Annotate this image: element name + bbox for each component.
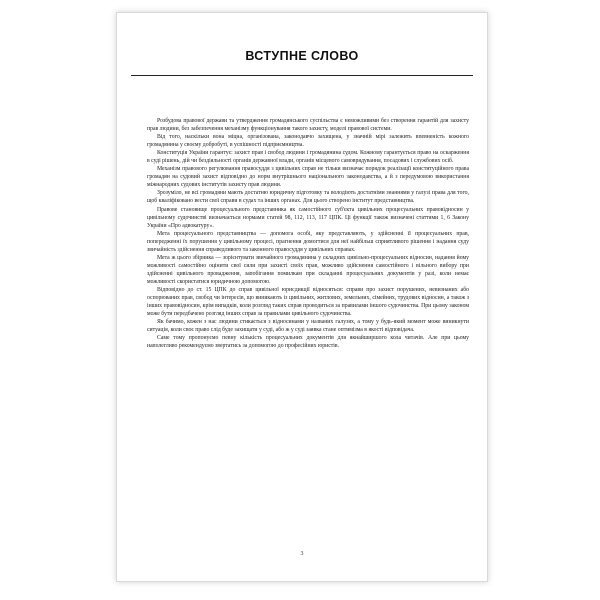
page-number: 3 — [300, 551, 304, 557]
paragraph: Відповідно до ст. 15 ЦПК до справ цивільної юрисдикції відносяться: справи про захист порушених, невизнаних або оспорюваних прав, свобод чи інтересів, що виникають із цивільних, житлових, земельних, сімейних, трудових відносин, а також з інших правовідносин, крім випадків, коли розгляд таких справ проводиться за правилами іншого судочинства. При цьому законом може бути передбачено розгляд інших справ за правилами цивільного судочинства. — [147, 286, 469, 318]
paragraph: Мета ж цього збірника — зорієнтувати звичайного громадянина у складних цивільно-процесуальних відносин, надання йому можливості самостійно оцінити свої сили при захисті своїх прав, можливо здійснення самостійного і вільного вибору при здійсненні цивільного провадження, запобігання помилкам при складанні процесуальних документів у разі, коли немає можливості скористатися юридичною допомогою. — [147, 254, 469, 285]
paragraph: Від того, наскільки вона міцна, організована, законодавчо захищена, у значній мірі залежить впевненість кожного громадянина у своєму добробуті, в успішності підприємництва. — [147, 134, 469, 149]
paragraph: Як бачимо, кожен з нас людини стикається з відносинами у названих галузях, а тому у будь-який момент може виникнути ситуація, коли своє право слід буде захищати у суді, або ж у суді заявка стане оптимізма в якості відповідача. — [147, 319, 469, 334]
paragraph: Механізм правового регулювання правосуддя з цивільних справ не тільки визначає порядок реалізації конституційного права громадян на судовий захист відповідно до норм внутрішнього національного законодавства, а й з передумовою використання міжнародних судових інститутів захисту прав людини. — [147, 166, 469, 189]
page-title: ВСТУПНЕ СЛОВО — [245, 49, 359, 63]
document-page — [116, 12, 488, 582]
body-text — [147, 117, 469, 350]
title-rule — [131, 49, 473, 76]
paragraph: Конституція України гарантує: захист прав і свобод людини і громадянина судом. Кожному гарантується право на оскарження в суді рішень, дій чи бездіяльності органів державної влади, органів місцевого самоврядування, посадових і службових осіб. — [147, 150, 469, 165]
paragraph: Мета процесуального представництва — допомога особі, яку представляють, у здійсненні її процесуальних прав, попередженні їх порушення у цивільному процесі, прагнення домогтися для неї найбільш сприятливого рішення і надання суду звичайність здійснення справедливого та законного правосуддя у цивільних справах. — [147, 230, 469, 253]
paragraph: Зрозуміло, не всі громадяни мають достатню юридичну підготовку та володіють достатніми знаннями у галузі права для того, щоб кваліфіковано вести свої справи в судах та інших органах. Для цього створено інститут представництва. — [147, 190, 469, 205]
paragraph: Розбудова правової держави та утвердження громадянського суспільства є неможливими без створення гарантій для захисту прав людини, без забезпечення механізму функціонування такого захисту, моделі правової системи. — [147, 118, 469, 133]
paragraph: Правове становище процесуального представника як самостійного суб'єкта цивільних процесуальних правовідносин у цивільному судочинстві визначається нормами статей 98, 112, 113, 117 ЦПК. Ці функції також визначені статтями 1, 6 Закону України «Про адвокатуру». — [147, 206, 469, 229]
paragraph: Саме тому пропонуємо певну кількість процесуальних документів для якнайширшого кола читачів. Але при цьому наполегливо рекомендуємо звертатись за допомогою до професійних юристів. — [147, 335, 469, 350]
